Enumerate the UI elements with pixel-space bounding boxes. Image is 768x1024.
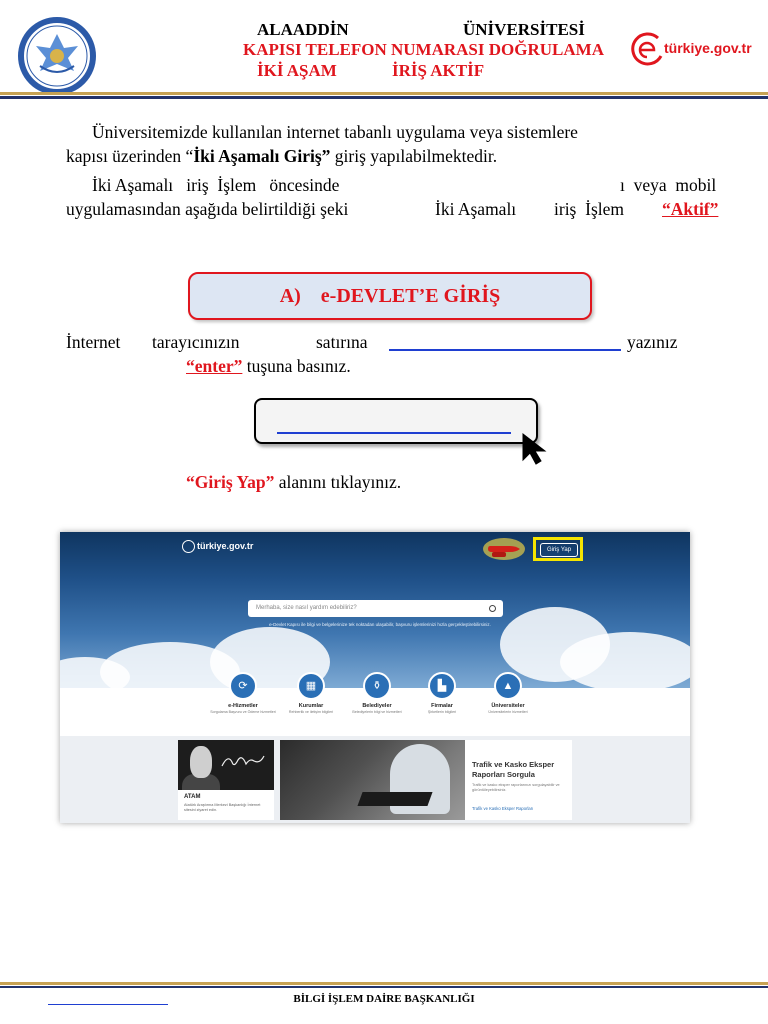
ataturk-photo (178, 740, 274, 790)
logo-text: türkiye.gov.tr (664, 40, 752, 56)
screenshot-login-button[interactable]: Giriş Yap (540, 543, 578, 557)
service-belediyeler[interactable] (342, 672, 412, 715)
intro-line2-post: giriş yapılabilmektedir. (330, 146, 498, 166)
step1-after: tuşuna basınız. (242, 356, 351, 376)
building-icon: ▦ (297, 672, 325, 700)
para2-line1-b: ı veya mobil (620, 175, 717, 195)
cloud-shape (560, 632, 690, 692)
promo-link[interactable]: Trafik ve Kasko Eksper Raporları (472, 806, 534, 811)
step2-line (186, 470, 401, 494)
service-e-hizmetler[interactable] (208, 672, 278, 715)
refresh-icon: ⟳ (229, 672, 257, 700)
promo-photo (280, 740, 465, 820)
portrait-face (190, 746, 212, 778)
header-line1-right: ÜNİVERSİTESİ (463, 20, 585, 39)
factory-icon: ▙ (428, 672, 456, 700)
pointing-hand-icon (482, 537, 526, 561)
photo-laptop (357, 792, 432, 806)
service-desc: Belediyelerin bilgi ve hizmetleri (352, 710, 402, 714)
url-underline-link[interactable] (389, 349, 621, 351)
service-desc: Üniversitelerin hizmetleri (488, 710, 528, 714)
para2-line2-b: İki Aşamalı (435, 199, 517, 219)
intro-line2 (66, 144, 497, 168)
promo-title: Trafik ve Kasko Eksper Raporları Sorgula (472, 760, 555, 779)
service-desc: Rehberlik ve iletişim bilgileri (288, 710, 334, 714)
giris-yap-label: “Giriş Yap” (186, 472, 275, 492)
mouse-cursor-icon (519, 430, 555, 466)
hero-subtext: e-Devlet Kapısı ile bilgi ve belgelerinize tek noktadan ulaşabilir, başvuru işlemlerinizi hızla gerçekleştirebilirsiniz. (269, 622, 491, 627)
intro-line2-bold: İki Aşamalı Giriş” (193, 146, 331, 166)
service-desc: Şirketlerin bilgileri (427, 710, 457, 714)
e-logo-icon (628, 30, 666, 68)
atam-title: ATAM (184, 794, 201, 800)
step1-word4: yazınız (627, 332, 678, 352)
header-gold-rule (0, 92, 768, 95)
footer-text: BİLGİ İŞLEM DAİRE BAŞKANLIĞI (293, 993, 475, 1005)
intro-line1: Üniversitemizde kullanılan internet tabanlı uygulama veya sistemlere (92, 122, 578, 142)
atam-card[interactable] (178, 740, 274, 820)
graduation-cap-icon: ▲ (494, 672, 522, 700)
service-kurumlar[interactable] (276, 672, 346, 715)
promo-card[interactable] (280, 740, 572, 820)
service-name: Kurumlar (298, 703, 324, 709)
step1-line2 (186, 354, 351, 378)
para2-line1-a: İki Aşamalı iriş İşlem öncesinde (92, 175, 340, 195)
step1-word2: tarayıcınızın (152, 332, 240, 352)
edevlet-homepage-screenshot (60, 532, 690, 823)
brand-ring-icon (182, 540, 195, 553)
promo-desc: Trafik ve kasko eksper raporlarınızı sorgulayabilir ve görüntüleyebilirsiniz. (472, 783, 560, 792)
step1-word1: İnternet (66, 332, 121, 352)
service-firmalar[interactable] (407, 672, 477, 715)
step2-text: alanını tıklayınız. (274, 472, 402, 492)
service-desc: Sorgulama Başvuru ve Ödeme hizmetleri (210, 710, 276, 714)
turkiye-gov-logo (628, 30, 760, 68)
step1-word3: satırına (316, 332, 368, 352)
screenshot-brand-text: türkiye.gov.tr (197, 540, 254, 551)
atam-desc: Atatürk Araştırma Merkezi Başkanlığı İnternet sitesini ziyaret edin. (184, 803, 261, 812)
search-placeholder: Merhaba, size nasıl yardım edebiliriz? (256, 605, 357, 611)
header-line3-left: İKİ AŞAM (257, 61, 337, 80)
service-name: Belediyeler (362, 703, 392, 709)
service-name: Üniversiteler (491, 703, 525, 709)
para2-line2-a: uygulamasından aşağıda belirtildiği şeki (66, 199, 349, 219)
municipality-icon: ⚱ (363, 672, 391, 700)
browser-address-bar (254, 398, 538, 444)
service-name: e-Hizmetler (228, 703, 258, 709)
login-highlight-box (533, 537, 583, 561)
header-line2: KAPISI TELEFON NUMARASI DOĞRULAMA (243, 40, 604, 59)
header-line1-left: ALAADDİN (257, 20, 349, 39)
screenshot-search-input[interactable] (248, 600, 503, 617)
search-icon (489, 605, 496, 612)
footer-navy-rule (0, 986, 768, 988)
header-navy-rule (0, 96, 768, 99)
university-seal-logo (8, 16, 106, 96)
address-bar-url-link[interactable] (277, 432, 511, 434)
intro-line2-pre: kapısı üzerinden “ (66, 146, 194, 166)
section-title: A) e-DEVLET’E GİRİŞ (279, 284, 501, 307)
service-name: Firmalar (431, 703, 453, 709)
section-header-box (188, 272, 592, 320)
para2-line2-c: iriş İşlem (554, 199, 624, 219)
screenshot-brand (182, 540, 253, 553)
footer-gold-rule (0, 982, 768, 985)
service-universiteler[interactable] (473, 672, 543, 715)
signature-icon (220, 752, 266, 770)
aktif-label: “Aktif” (662, 199, 719, 219)
enter-label: “enter” (186, 356, 243, 376)
header-line3-right: İRİŞ AKTİF (392, 61, 485, 80)
